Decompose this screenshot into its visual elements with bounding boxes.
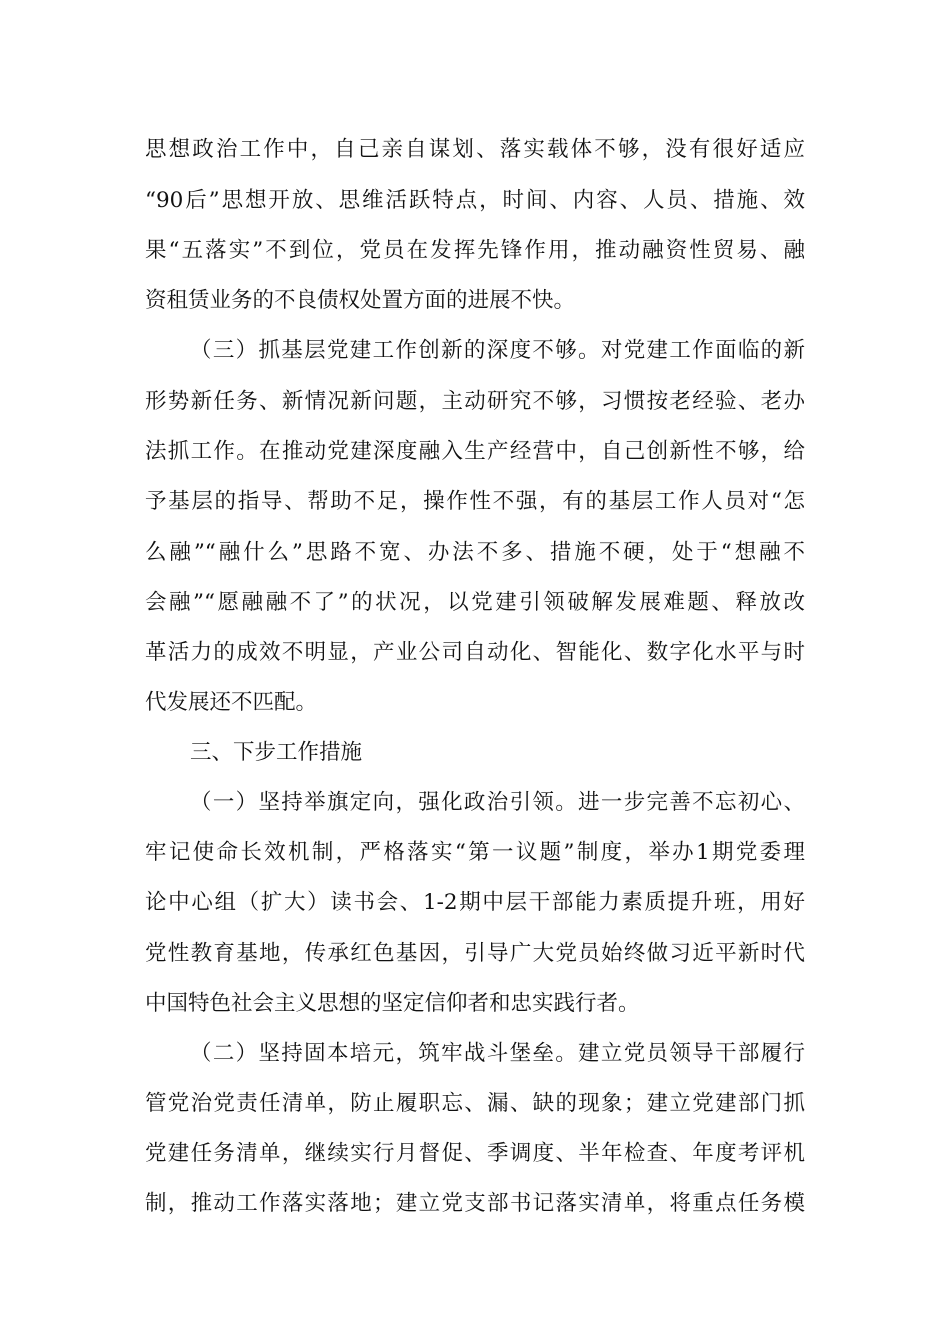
text-line: 思想政治工作中，自己亲自谋划、落实载体不够，没有很好适应 <box>145 137 805 162</box>
text-line: 中国特色社会主义思想的坚定信仰者和忠实践行者。 <box>145 991 640 1016</box>
text-line: 形势新任务、新情况新问题，主动研究不够，习惯按老经验、老办 <box>145 389 805 414</box>
text-line: “90后”思想开放、思维活跃特点，时间、内容、人员、措施、效 <box>145 188 805 213</box>
text-line: 资租赁业务的不良债权处置方面的进展不快。 <box>145 288 576 313</box>
text-line: 革活力的成效不明显，产业公司自动化、智能化、数字化水平与时 <box>145 640 805 665</box>
text-line: 予基层的指导、帮助不足，操作性不强，有的基层工作人员对“怎 <box>145 489 805 514</box>
paragraph-first-line: （一）坚持举旗定向，强化政治引领。进一步完善不忘初心、 <box>190 790 805 815</box>
text-line: 制，推动工作落实落地；建立党支部书记落实清单，将重点任务模 <box>145 1191 805 1216</box>
text-line: 牢记使命长效机制，严格落实“第一议题”制度，举办1期党委理 <box>145 840 805 865</box>
text-line: 么融”“融什么”思路不宽、办法不多、措施不硬，处于“想融不 <box>145 540 805 565</box>
text-line: 论中心组（扩大）读书会、1-2期中层干部能力素质提升班，用好 <box>145 890 805 915</box>
section-heading: 三、下步工作措施 <box>190 740 363 765</box>
text-line: 法抓工作。在推动党建深度融入生产经营中，自己创新性不够，给 <box>145 439 805 464</box>
text-line: 代发展还不匹配。 <box>145 690 318 715</box>
paragraph-first-line: （二）坚持固本培元，筑牢战斗堡垒。建立党员领导干部履行 <box>190 1041 805 1066</box>
text-line: 管党治党责任清单，防止履职忘、漏、缺的现象；建立党建部门抓 <box>145 1091 805 1116</box>
paragraph-first-line: （三）抓基层党建工作创新的深度不够。对党建工作面临的新 <box>190 338 805 363</box>
text-line: 党性教育基地，传承红色基因，引导广大党员始终做习近平新时代 <box>145 941 805 966</box>
text-line: 党建任务清单，继续实行月督促、季调度、半年检查、年度考评机 <box>145 1141 805 1166</box>
text-line: 会融”“愿融融不了”的状况，以党建引领破解发展难题、释放改 <box>145 590 805 615</box>
text-line: 果“五落实”不到位，党员在发挥先锋作用，推动融资性贸易、融 <box>145 238 805 263</box>
